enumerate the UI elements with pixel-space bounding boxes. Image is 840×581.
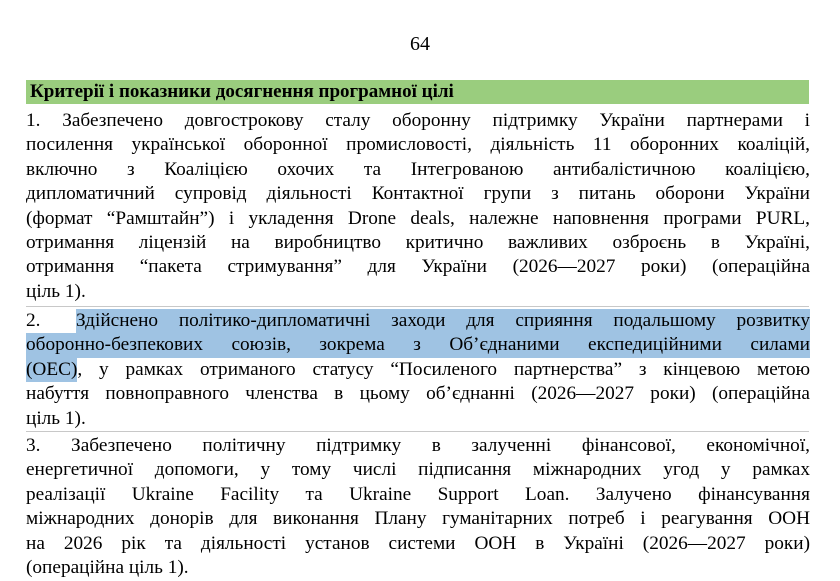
selected-text[interactable]: оборонно-безпекових союзів, зокрема з Об’єднаними експедиційними силами: [26, 333, 810, 357]
text-line: набуття повноправного членства в цьому об’єднанні (2026—2027 роки) (операційна: [26, 383, 810, 405]
section-heading: Критерії і показники досягнення програмної цілі: [26, 80, 809, 104]
row-divider: [26, 431, 809, 432]
text-line: (операційна ціль 1).: [26, 556, 189, 578]
text-line: на 2026 рік та діяльності установ системи ООН в Україні (2026—2027 роки): [26, 532, 810, 554]
selected-text[interactable]: (ОЕС): [26, 358, 77, 382]
text-line: енергетичної допомоги, у тому числі підписання міжнародних угод у рамках: [26, 459, 810, 481]
text-line: посилення української оборонної промисловості, діяльність 11 оборонних коаліцій,: [26, 134, 810, 156]
text-line: 3. Забезпечено політичну підтримку в залученні фінансової, економічної,: [26, 435, 810, 456]
text-line: [26, 358, 810, 382]
criterion-item-3: [26, 434, 810, 580]
criterion-item-2: [26, 309, 810, 431]
text-line: отримання ліцензій на виробництво критично важливих озброєнь в Україні,: [26, 231, 810, 253]
text-line: [26, 333, 810, 357]
text-line: (формат “Рамштайн”) і укладення Drone deals, належне наповнення програми PURL,: [26, 207, 810, 229]
text-line: реалізації Ukraine Facility та Ukraine Support Loan. Залучено фінансування: [26, 483, 810, 505]
text-line: отримання “пакета стримування” для України (2026—2027 роки) (операційна: [26, 256, 810, 278]
text-line: включно з Коаліцією охочих та Інтегрованою антибалістичною коаліцією,: [26, 158, 810, 180]
selected-text[interactable]: Здійснено політико-дипломатичні заходи для сприяння подальшому розвитку: [76, 309, 810, 333]
page-number: 64: [410, 33, 430, 55]
item-number: 2.: [26, 310, 41, 331]
row-divider: [26, 306, 809, 307]
text-line: 1. Забезпечено довгострокову сталу оборонну підтримку України партнерами і: [26, 110, 810, 131]
text-fragment: , у рамках отриманого статусу “Посиленого партнерства” з кінцевою метою: [77, 358, 810, 380]
text-line: ціль 1).: [26, 407, 86, 429]
criterion-item-1: [26, 109, 810, 304]
text-line: [26, 309, 810, 333]
text-line: міжнародних донорів для виконання Плану гуманітарних потреб і реагування ООН: [26, 508, 810, 530]
text-line: дипломатичний супровід діяльності Контактної групи з питань оборони України: [26, 183, 810, 205]
text-line: ціль 1).: [26, 280, 86, 302]
